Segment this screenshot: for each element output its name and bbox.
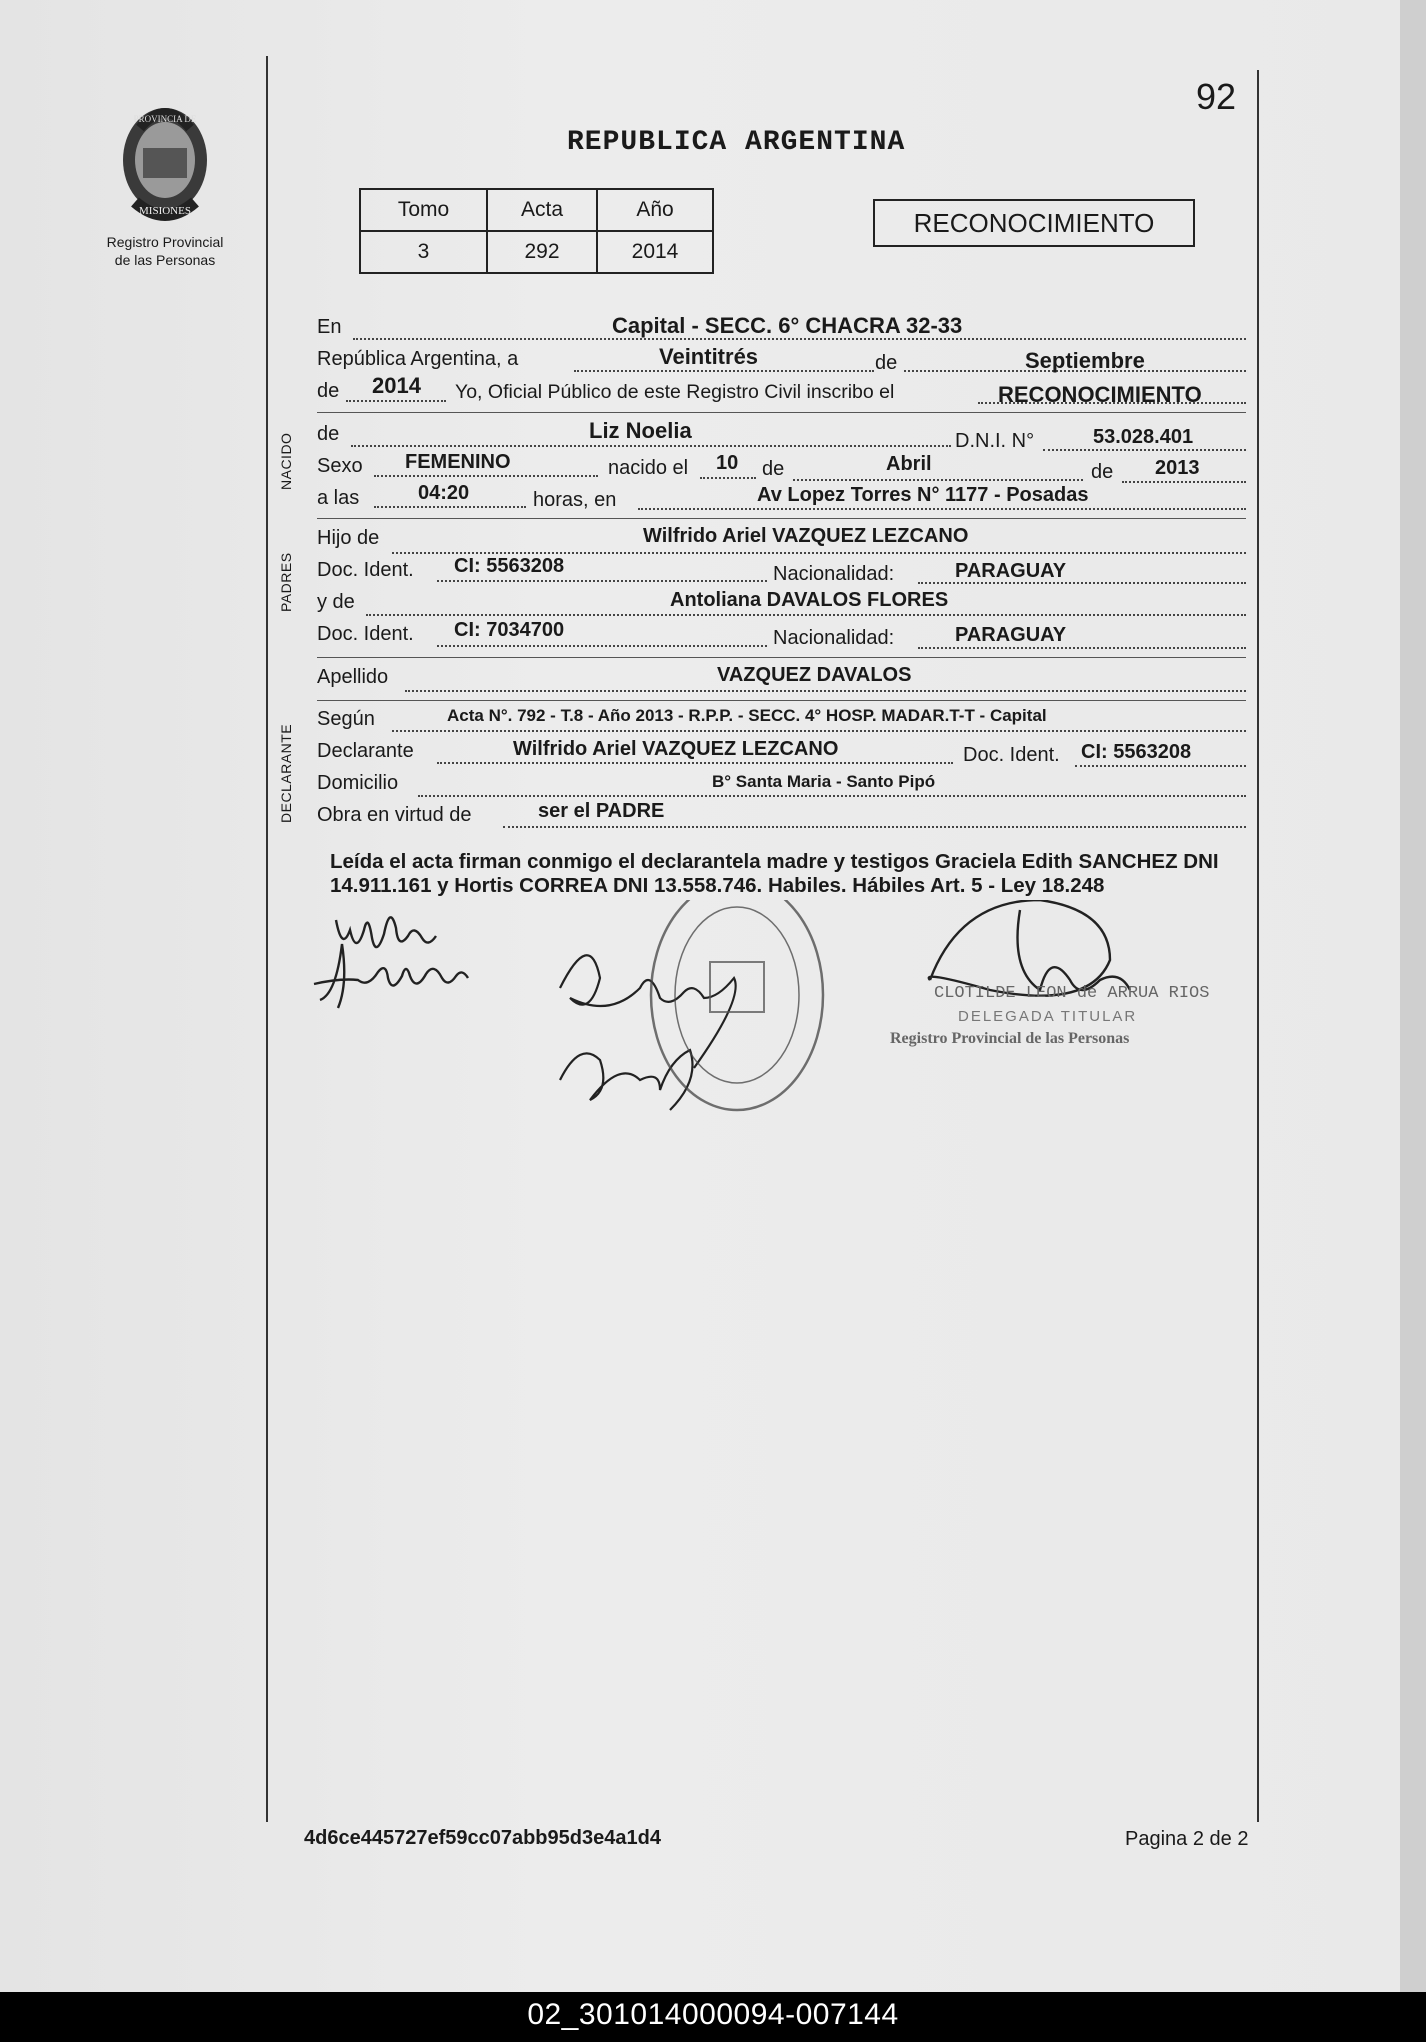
place-value: Capital - SECC. 6° CHACRA 32-33 <box>612 313 963 338</box>
dotted-line <box>503 826 1246 828</box>
y-de-label: y de <box>317 591 355 613</box>
section-separator <box>317 412 1246 413</box>
declarante-section-label: DECLARANTE <box>278 723 294 823</box>
day-value: Veintitrés <box>659 344 759 369</box>
sexo-label: Sexo <box>317 455 363 477</box>
dotted-line <box>1043 449 1246 451</box>
mother-name-value: Antoliana DAVALOS FLORES <box>670 589 949 611</box>
left-margin-line <box>266 56 268 1822</box>
official-name-stamp: CLOTILDE LEON de ARRUA RIOS <box>934 984 1210 1003</box>
father-nat-label: Nacionalidad: <box>773 563 895 585</box>
birth-de-label: de <box>762 458 785 480</box>
domicilio-value: B° Santa Maria - Santo Pipó <box>712 772 936 791</box>
caption-line-2: de las Personas <box>114 252 216 268</box>
dotted-line <box>405 690 1246 692</box>
birth-de2-label: de <box>1091 461 1114 483</box>
document-hash: 4d6ce445727ef59cc07abb95d3e4a1d4 <box>304 1827 661 1849</box>
right-margin-line <box>1257 70 1259 1822</box>
en-label: En <box>317 316 342 338</box>
sexo-value: FEMENINO <box>405 451 511 473</box>
dotted-line <box>366 614 1246 616</box>
apellido-value: VAZQUEZ DAVALOS <box>717 664 912 686</box>
signature-antoliana-icon <box>300 900 468 1008</box>
birth-place-value: Av Lopez Torres N° 1177 - Posadas <box>757 484 1089 506</box>
svg-text:PROVINCIA DE: PROVINCIA DE <box>133 114 197 124</box>
inscribo-label: Yo, Oficial Público de este Registro Civil inscribo el <box>455 381 895 403</box>
apellido-label: Apellido <box>317 666 389 688</box>
father-name-value: Wilfrido Ariel VAZQUEZ LEZCANO <box>643 525 969 547</box>
dni-value: 53.028.401 <box>1093 426 1194 448</box>
padres-section-label: PADRES <box>278 552 294 612</box>
year-value: 2014 <box>372 373 421 398</box>
nacido-section-label: NACIDO <box>278 432 294 490</box>
section-separator <box>317 700 1246 701</box>
scan-id-bar <box>0 1992 1426 2042</box>
official-title-stamp: DELEGADA TITULAR <box>958 1008 1138 1025</box>
declarante-value: Wilfrido Ariel VAZQUEZ LEZCANO <box>513 738 839 760</box>
alas-label: a las <box>317 487 360 509</box>
dotted-line <box>700 477 756 479</box>
province-seal-logo <box>110 100 220 230</box>
page-number: 92 <box>1196 76 1237 117</box>
dotted-line <box>574 370 874 372</box>
dotted-line <box>418 795 1246 797</box>
domicilio-label: Domicilio <box>317 772 399 794</box>
signature-wilfrido-icon <box>300 900 436 947</box>
pagination-text: Pagina 2 de 2 <box>1125 1828 1249 1850</box>
section-separator <box>317 518 1246 519</box>
mother-nat-value: PARAGUAY <box>955 624 1067 646</box>
dotted-line <box>437 645 767 647</box>
dni-label: D.N.I. N° <box>955 430 1035 452</box>
child-name-value: Liz Noelia <box>589 418 692 443</box>
father-doc-value: CI: 5563208 <box>454 555 565 577</box>
document-title: REPUBLICA ARGENTINA <box>567 127 906 158</box>
birth-year-value: 2013 <box>1155 457 1200 479</box>
record-table <box>359 188 714 274</box>
republica-label: República Argentina, a <box>317 348 519 370</box>
dotted-line <box>392 552 1246 554</box>
dotted-line <box>1122 481 1246 483</box>
dotted-line <box>793 479 1083 481</box>
de-label: de <box>875 352 898 374</box>
header-acta: Acta <box>487 189 597 231</box>
de2-label: de <box>317 380 340 402</box>
birth-month-value: Abril <box>886 453 932 475</box>
mother-doc-label: Doc. Ident. <box>317 623 414 645</box>
dotted-line <box>351 445 951 447</box>
inscribo-value: RECONOCIMIENTO <box>998 382 1202 407</box>
official-org-stamp: Registro Provincial de las Personas <box>890 1030 1130 1047</box>
record-table-values <box>360 231 713 273</box>
obra-value: ser el PADRE <box>538 800 665 822</box>
page-edge <box>1400 0 1426 1992</box>
nacido-de-label: de <box>317 423 340 445</box>
horas-label: horas, en <box>533 489 617 511</box>
father-doc-label: Doc. Ident. <box>317 559 414 581</box>
dotted-line <box>392 730 1246 732</box>
svg-text:MISIONES: MISIONES <box>139 205 191 217</box>
father-nat-value: PARAGUAY <box>955 560 1067 582</box>
dotted-line <box>346 400 446 402</box>
value-tomo: 3 <box>360 231 487 273</box>
birth-day-value: 10 <box>716 452 739 474</box>
hijo-de-label: Hijo de <box>317 527 380 549</box>
birth-time-value: 04:20 <box>418 482 470 504</box>
caption-line-1: Registro Provincial <box>106 234 224 250</box>
record-type-box: RECONOCIMIENTO <box>873 199 1195 247</box>
value-acta: 292 <box>487 231 597 273</box>
dotted-line <box>437 762 953 764</box>
registry-caption <box>90 233 240 269</box>
dotted-line <box>1075 765 1246 767</box>
header-ano: Año <box>597 189 713 231</box>
closing-statement: Leída el acta firman conmigo el declarantela madre y testigos Graciela Edith SANCHEZ DNI 14.911.161 y Hortis CORREA DNI 13.558.746. Habiles. Hábiles Art. 5 - Ley 18.248 <box>330 850 1219 897</box>
record-table-header <box>360 189 713 231</box>
dotted-line <box>918 647 1246 649</box>
declarante-doc-value: CI: 5563208 <box>1081 741 1192 763</box>
mother-nat-label: Nacionalidad: <box>773 627 895 649</box>
mother-doc-value: CI: 7034700 <box>454 619 565 641</box>
header-tomo: Tomo <box>360 189 487 231</box>
dotted-line <box>374 506 526 508</box>
declarante-doc-label: Doc. Ident. <box>963 744 1060 766</box>
dotted-line <box>437 580 767 582</box>
segun-label: Según <box>317 708 375 730</box>
dotted-line <box>638 508 1246 510</box>
segun-value: Acta N°. 792 - T.8 - Año 2013 - R.P.P. - SECC. 4° HOSP. MADAR.T-T - Capital <box>447 706 1047 725</box>
nacido-el-label: nacido el <box>608 457 689 479</box>
obra-label: Obra en virtud de <box>317 804 472 826</box>
officer-signature-icon <box>929 900 1130 996</box>
scan-id-text: 02_301014000094-007144 <box>527 1998 899 2031</box>
value-ano: 2014 <box>597 231 713 273</box>
month-value: Septiembre <box>1025 348 1145 373</box>
section-separator <box>317 657 1246 658</box>
dotted-line <box>374 475 598 477</box>
declarante-label: Declarante <box>317 740 414 762</box>
